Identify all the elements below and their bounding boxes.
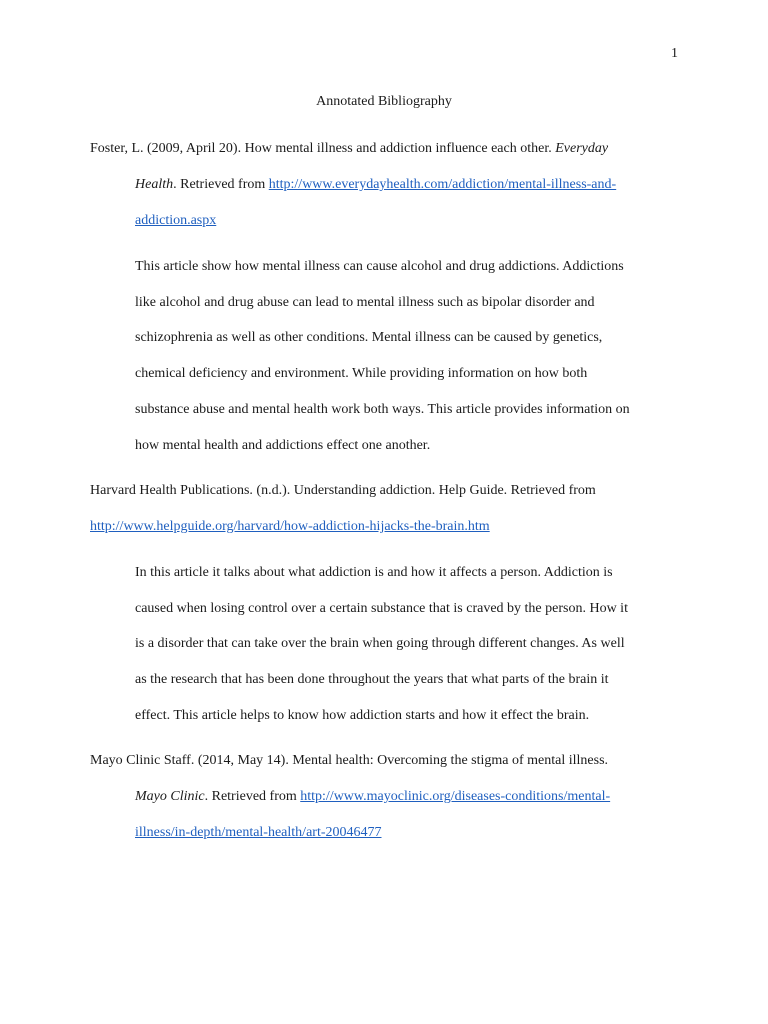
annotation-line: substance abuse and mental health work both ways. This article provides information on <box>135 401 630 417</box>
citation-line: Mayo Clinic Staff. (2014, May 14). Mental health: Overcoming the stigma of mental illness. <box>90 753 609 768</box>
annotation-line: effect. This article helps to know how addiction starts and how it effect the brain. <box>135 707 590 723</box>
annotation-line: schizophrenia as well as other conditions. Mental illness can be caused by genetics, <box>135 330 603 346</box>
annotation-line: chemical deficiency and environment. While providing information on how both <box>135 366 588 382</box>
citation-line: Health. Retrieved from http://www.everydayhealth.com/addiction/mental-illness-and- <box>135 177 617 192</box>
citation-line <box>90 509 680 545</box>
citation-link[interactable]: http://www.everydayhealth.com/addiction/mental-illness-and- <box>268 177 617 192</box>
citation-foster <box>90 131 680 239</box>
citation-line: Harvard Health Publications. (n.d.). Understanding addiction. Help Guide. Retrieved from <box>90 483 596 498</box>
citation-line: Mayo Clinic. Retrieved from http://www.mayoclinic.org/diseases-conditions/mental- <box>135 789 611 804</box>
citation-harvard <box>90 473 680 545</box>
page-number: 1 <box>671 46 678 61</box>
citation-mayo <box>90 743 680 851</box>
citation-line <box>90 203 680 239</box>
annotation-line: caused when losing control over a certain substance that is craved by the person. How it <box>135 600 628 616</box>
annotation-line: as the research that has been done throughout the years that what parts of the brain it <box>135 672 609 688</box>
annotation-foster <box>135 249 680 463</box>
citation-link[interactable]: illness/in-depth/mental-health/art-20046477 <box>135 825 382 840</box>
annotation-line: how mental health and addictions effect one another. <box>135 437 431 453</box>
annotation-line: is a disorder that can take over the brain when going through different changes. As well <box>135 636 625 652</box>
annotation-line: This article show how mental illness can cause alcohol and drug addictions. Addictions <box>135 259 624 274</box>
page-title: Annotated Bibliography <box>316 94 452 109</box>
citation-link[interactable]: addiction.aspx <box>135 213 217 228</box>
citation-link[interactable]: http://www.mayoclinic.org/diseases-conditions/mental- <box>300 789 611 804</box>
citation-line: Foster, L. (2009, April 20). How mental illness and addiction influence each other. Everyday <box>90 141 609 156</box>
citation-link[interactable]: http://www.helpguide.org/harvard/how-addiction-hijacks-the-brain.htm <box>90 519 490 534</box>
citation-line <box>90 815 680 851</box>
annotation-line: In this article it talks about what addiction is and how it affects a person. Addiction is <box>135 565 613 580</box>
annotation-harvard <box>135 555 680 734</box>
annotation-line: like alcohol and drug abuse can lead to mental illness such as bipolar disorder and <box>135 294 595 310</box>
